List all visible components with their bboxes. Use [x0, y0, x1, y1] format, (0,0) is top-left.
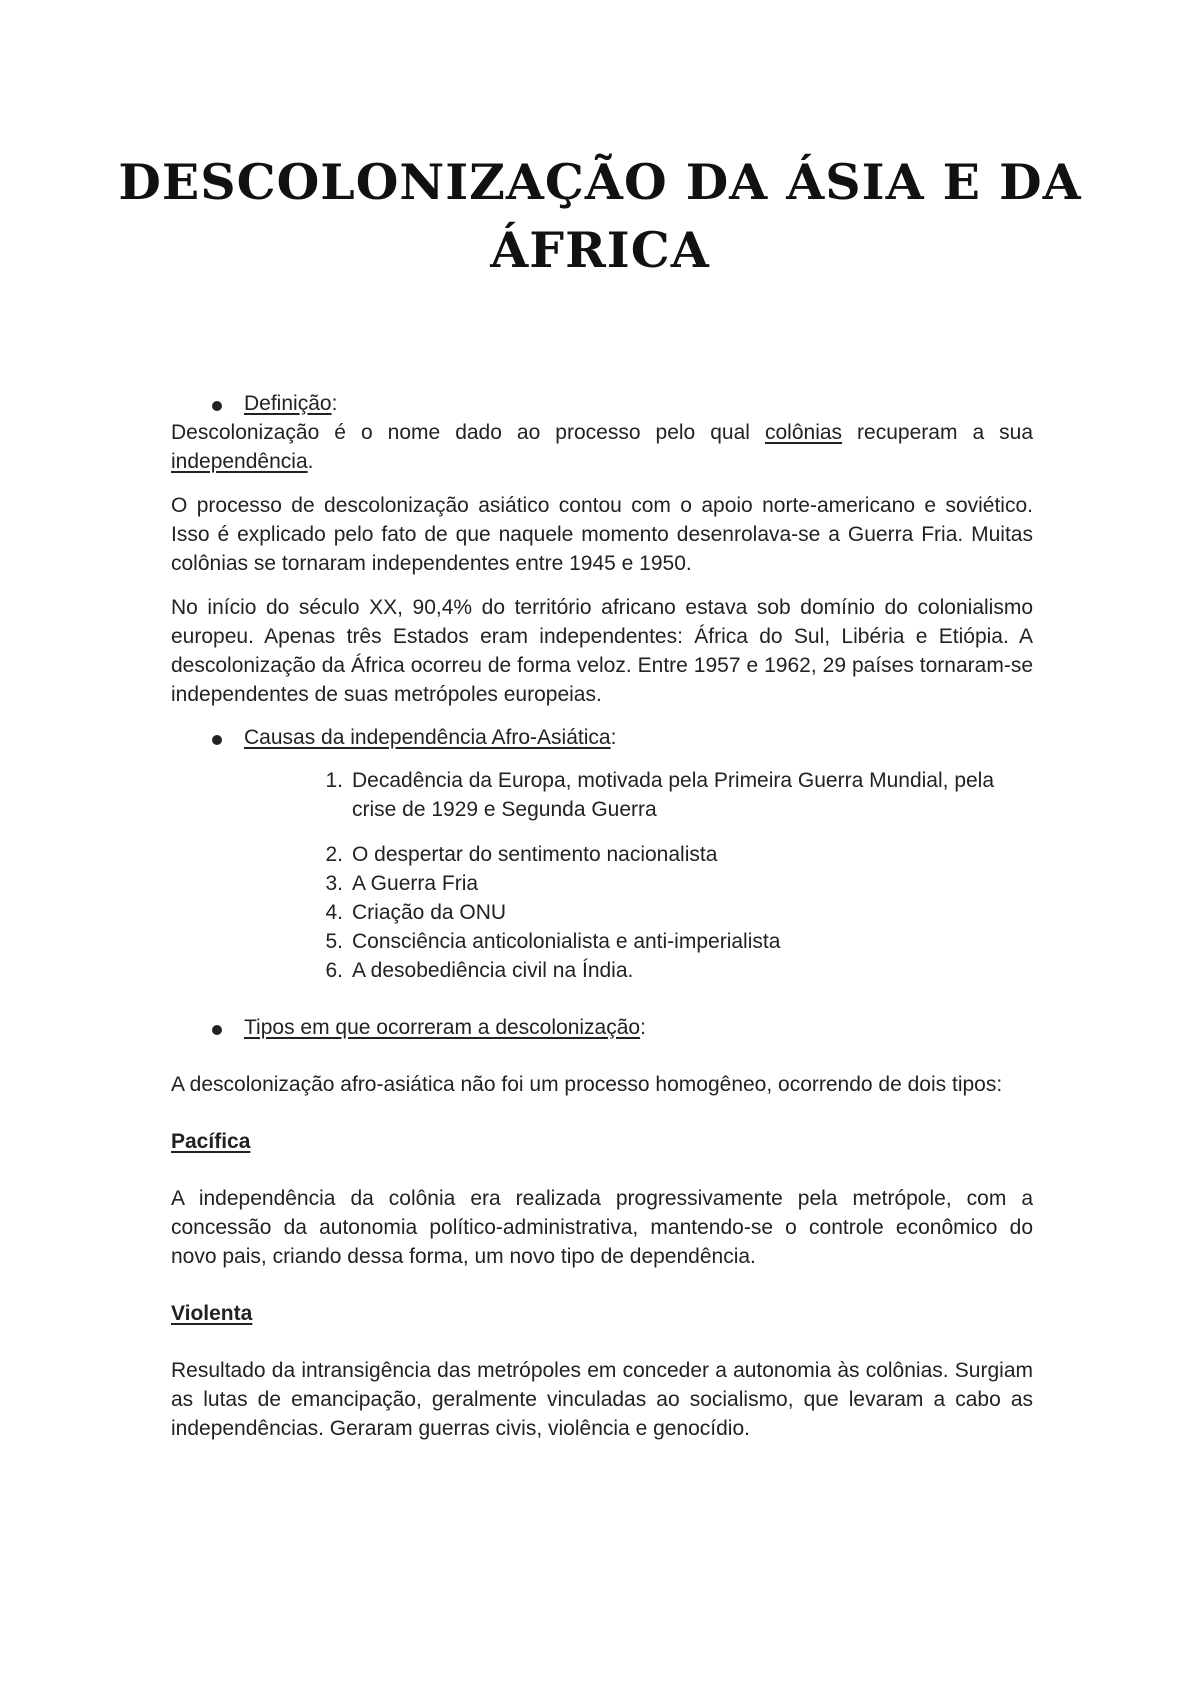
definicao-paragraph: [171, 418, 1033, 476]
paragraph-asia: O processo de descolonização asiático contou com o apoio norte-americano e soviético. Isso é explicado pelo fato de que naquele momento desenrolava-se a Guerra Fria. Muitas colônias se tornaram independentes entre 1945 e 1950.: [171, 494, 1033, 575]
definicao-text: Descolonização é o nome dado ao processo pelo qual: [171, 421, 765, 444]
list-item: 2. O despertar do sentimento nacionalista: [325, 843, 718, 866]
bullet-definicao: Definição:: [171, 389, 1033, 418]
bullet-dot-icon: [212, 401, 222, 411]
causas-list: [171, 766, 1033, 985]
list-item: 3. A Guerra Fria: [325, 872, 479, 895]
violenta-heading: Violenta: [171, 1302, 253, 1325]
paragraph-africa: No início do século XX, 90,4% do território africano estava sob domínio do colonialismo europeu. Apenas três Estados eram independentes: África do Sul, Libéria e Etiópia. A descolonização da África ocorreu de forma veloz. Entre 1957 e 1962, 29 países tornaram-se independentes de suas metrópoles europeias.: [171, 596, 1033, 706]
pacifica-text: A independência da colônia era realizada progressivamente pela metrópole, com a concessão da autonomia político-administrativa, mantendo-se o controle econômico do novo pais, criando dessa forma, um novo tipo de dependência.: [171, 1187, 1033, 1268]
bullet-tipos: Tipos em que ocorreram a descolonização:: [171, 1013, 1033, 1042]
page-title: DESCOLONIZAÇÃO DA ÁSIA E DA ÁFRICA: [118, 153, 1082, 279]
definicao-text-end: .: [307, 450, 314, 473]
definicao-text-middle: recuperam a sua: [842, 421, 1034, 444]
list-item: 6. A desobediência civil na Índia.: [325, 959, 634, 982]
bullet-dot-icon: [212, 1025, 222, 1035]
bullet-dot-icon: [212, 735, 222, 745]
document-body: [171, 389, 1033, 1443]
link-colonias: colônias: [764, 421, 843, 444]
tipos-label: Tipos em que ocorreram a descolonização: [244, 1016, 641, 1039]
list-item: 1. Decadência da Europa, motivada pela Primeira Guerra Mundial, pela crise de 1929 e Segunda Guerra: [325, 769, 995, 821]
list-item: 4. Criação da ONU: [325, 901, 507, 924]
link-independencia: independência: [171, 450, 308, 473]
bullet-causas: Causas da independência Afro-Asiática:: [171, 723, 1033, 752]
definicao-label: Definição: [244, 392, 332, 415]
list-item: 5. Consciência anticolonialista e anti-imperialista: [325, 930, 781, 953]
pacifica-heading: Pacífica: [171, 1130, 251, 1153]
violenta-text: Resultado da intransigência das metrópoles em conceder a autonomia às colônias. Surgiam as lutas de emancipação, geralmente vinculadas ao socialismo, que levaram a cabo as independências. Geraram guerras civis, violência e genocídio.: [171, 1359, 1033, 1440]
causas-label: Causas da independência Afro-Asiática: [244, 726, 611, 749]
tipos-intro: A descolonização afro-asiática não foi um processo homogêneo, ocorrendo de dois tipos:: [171, 1073, 1003, 1096]
